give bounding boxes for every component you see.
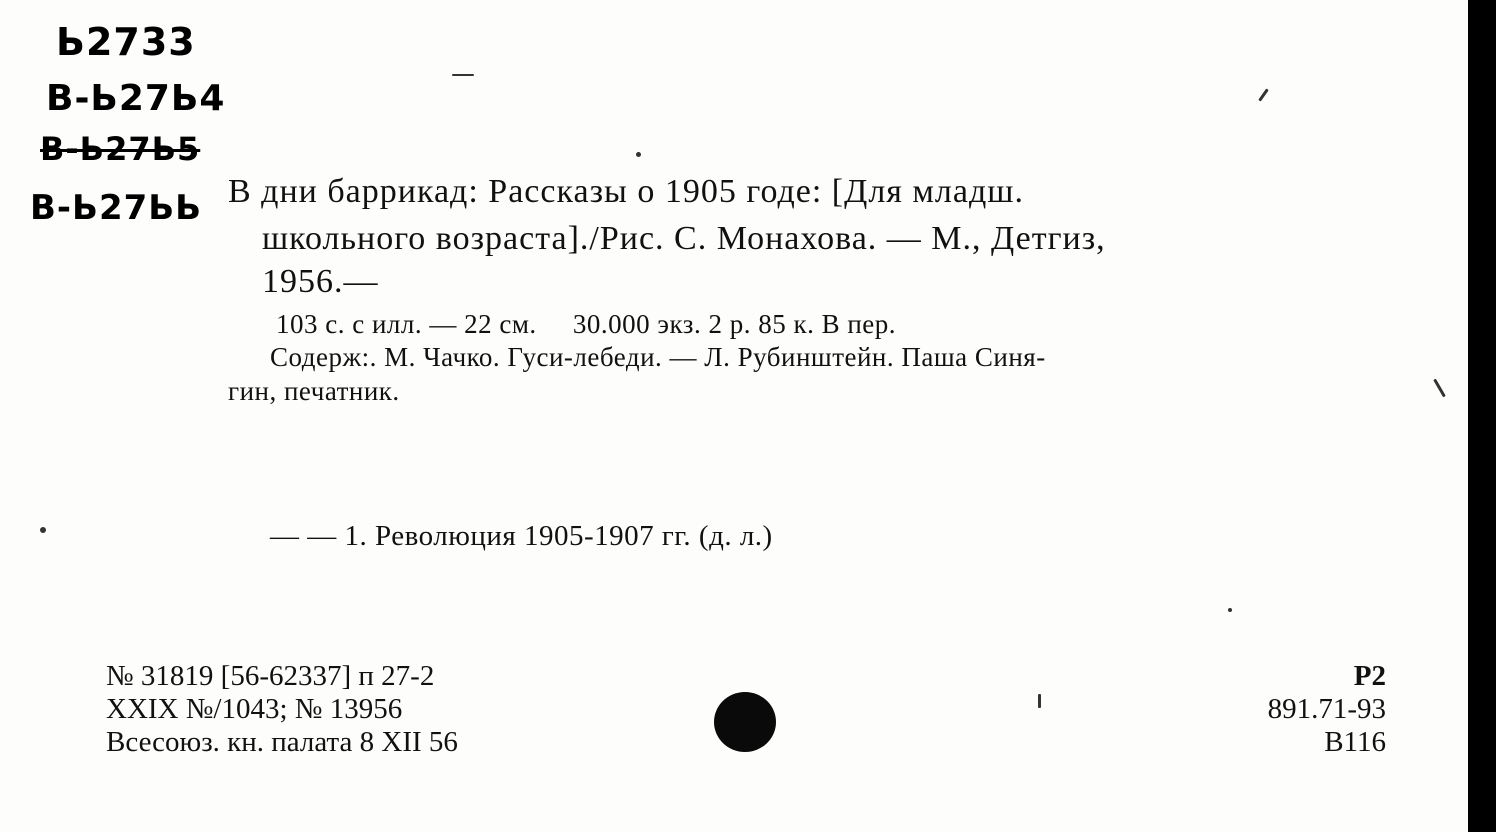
ink-mark <box>1258 88 1268 101</box>
footer-right-block <box>1150 660 1386 759</box>
contents-line-1: Содерж:. М. Чачко. Гуси-лебеди. — Л. Рубинштейн. Паша Синя- <box>270 342 1046 372</box>
inventory-number-3-struck: В-Ь27Ь5 <box>40 130 201 168</box>
classification-code: Р2 <box>1353 660 1386 692</box>
footer-left-block <box>106 660 458 759</box>
inventory-number-4: В-Ь27ЬЬ <box>30 188 203 228</box>
ink-speck <box>636 152 641 157</box>
title-line-3: 1956.— <box>262 263 379 300</box>
chamber-date: Всесоюз. кн. палата 8 XII 56 <box>106 726 458 758</box>
ink-speck <box>1228 608 1232 612</box>
physical-description: 103 с. с илл. — 22 см. 30.000 экз. 2 р. 85 к. В пер. <box>276 309 897 339</box>
card-punch-hole <box>714 692 776 752</box>
ink-speck <box>40 527 46 533</box>
title-line-2: школьного возраста]./Рис. С. Монахова. — М., Детгиз, <box>262 220 1106 257</box>
author-mark: В116 <box>1324 726 1386 758</box>
scan-border <box>1468 0 1496 832</box>
ink-mark <box>1038 694 1041 708</box>
title-line-1: В дни баррикад: Рассказы о 1905 годе: [Для младш. <box>228 173 1024 210</box>
inventory-number-2: В-Ь27Ь4 <box>46 78 226 119</box>
contents-line-2: гин, печатник. <box>228 376 400 406</box>
registration-number: № 31819 [56-62337] п 27-2 <box>106 660 435 692</box>
udc-code: 891.71-93 <box>1267 693 1386 725</box>
ink-mark <box>452 74 474 76</box>
ink-mark <box>1433 379 1446 398</box>
subject-heading: — — 1. Революция 1905-1907 гг. (д. л.) <box>270 520 773 552</box>
inventory-number-1: Ь2733 <box>56 20 196 64</box>
series-number: XXIX №/1043; № 13956 <box>106 693 403 725</box>
